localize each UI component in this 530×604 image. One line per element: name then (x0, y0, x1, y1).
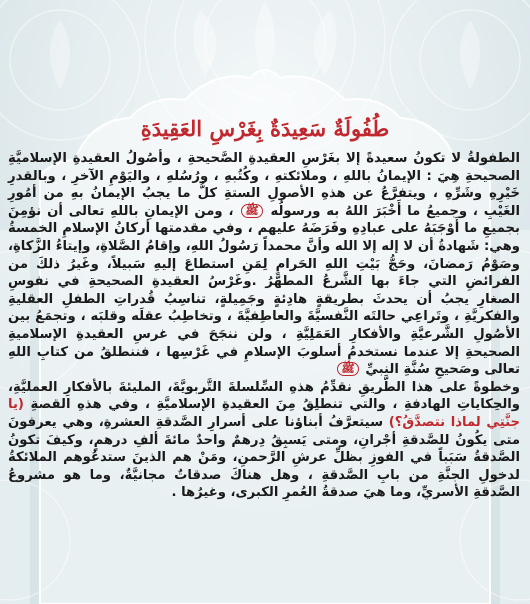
page-title: طُفُولَةٌ سَعِيدَةٌ بِغَرْسِ العَقِيدَةِ (140, 116, 390, 141)
body-text (8, 150, 520, 602)
paragraph-faith-text: ، ومن الإيمانِ باللهِ تعالى أن نؤمِنَ بجميعِ ما أَوْجَبَهُ على عبادِهِ وفَرَضَهُ عليهم ، وفي مقدمتها أركانُ الإسلامِ الخمسةُ وهي: شَهادةُ أن لا إله إلا الله وأنَّ محمداً رَسُولُ اللهِ، وإقامُ الصَّلاةِ، وإيتاءُ الزَّكاةِ، وصَوْمُ رَمضانَ، وحَجُّ بَيْتِ اللهِ الحَرامِ لِمَنِ استطاعَ إليهِ سَبيلاً، وغَيرُ ذلكَ من الفرائضِ التي جاءَ بها الشَّرعُ المطهَّرُ .وغَرْسُ العقيدةِ الصحيحةِ في نفوسِ الصغارِ يجبُ أن يحدثَ بطريقةٍ هادِئةٍ وجَمِيلةٍ، تناسِبُ قُدراتِ الطفلِ العقليةِ والفكريَّةِ ، وتَراعِي حالتَه النَّفسيَّةَ والعاطِفيَّةَ ، وتخاطِبُ عقلَه وقلبَه ، وتجمَعُ بين الأصُولِ الشَّرعيَّةِ والأفكارِ العَمَلِيَّةِ ، ولن ننجَحَ في غرسِ العقيدةِ الإسلاميةِ الصحيحةِ إلا عندما نستخدمُ أسلوبَ الإسلامِ في غَرْسِها ، فننطلقُ من كتابِ اللهِ تعالى وصَحيحِ سُنَّةِ النبيِّ (8, 203, 520, 378)
pbuh-honorific-mark-2: ﷺ (337, 362, 358, 376)
paragraph-series (8, 379, 520, 502)
paragraph-intro-text: الطفولةُ لا تكونُ سعيدةً إلا بغَرْسِ العقيدةِ الصَّحيحةِ ، وأصُولُ العقيدةِ الإسلاميَّةِ الصحيحةِ هِيَ : الإيمانُ باللهِ ، وملائكتهِ ، وكُتُبهِ ، ورُسُلهِ ، واليَوْمِ الآخرِ ، وبالقدرِ خَيْرِهِ وشَرِّهِ ، ويتفرَّعُ عن هذهِ الأصولِ الستةِ كلُّ ما يجبُ الإيمانُ بهِ من أمُورِ الغَيْبِ ، وجميعُ ما أَخْبَرَ اللهُ به ورسولُه (8, 151, 520, 219)
paragraph-series-text: وخطوةً على هذا الطَّريقِ نقدِّمُ هذهِ السِّلسلةَ التَّربويَّةَ، المليئةَ بالأفكارِ العمليَّةِ، والحِكاياتِ الهادفةِ ، والتي تنطلِقُ مِنَ العقيدةِ الإسلاميَّةِ ، وفي هذهِ القصةِ (8, 379, 521, 413)
paragraph-series-rest: سيتعرَّفُ أبناؤنا على أسرارِ الصَّدقةِ العشرةِ، وهي يعرفونَ متى يكُونُ للصَّدقةِ أجْرانِ، ومتى يَسبِقُ دِرهمٌ واحدٌ مائةَ ألفِ درهمٍ، وكيفَ تكونُ الصَّدقةُ سَبَباً في الفوزِ بظلِّ عرشِ الرَّحمنِ، ومَنْ هم الذينَ ستدعُوهم الملائكةُ لدخولِ الجنَّةِ من بابِ الصَّدقةِ ، وهل هناكَ صدقاتٌ مجانيَّةٌ، وما هو مشروعُ الصَّدقةِ الأسريِّ، وما هيَ صدقةُ العُمرِ الكبرى، وغيرُها . (8, 414, 520, 501)
story-title-highlight: (يا جنَّتِي لماذا نتصدَّقُ؟) (8, 397, 521, 430)
pbuh-honorific-mark: ﷺ (241, 204, 262, 218)
paragraph-intro (8, 150, 520, 379)
